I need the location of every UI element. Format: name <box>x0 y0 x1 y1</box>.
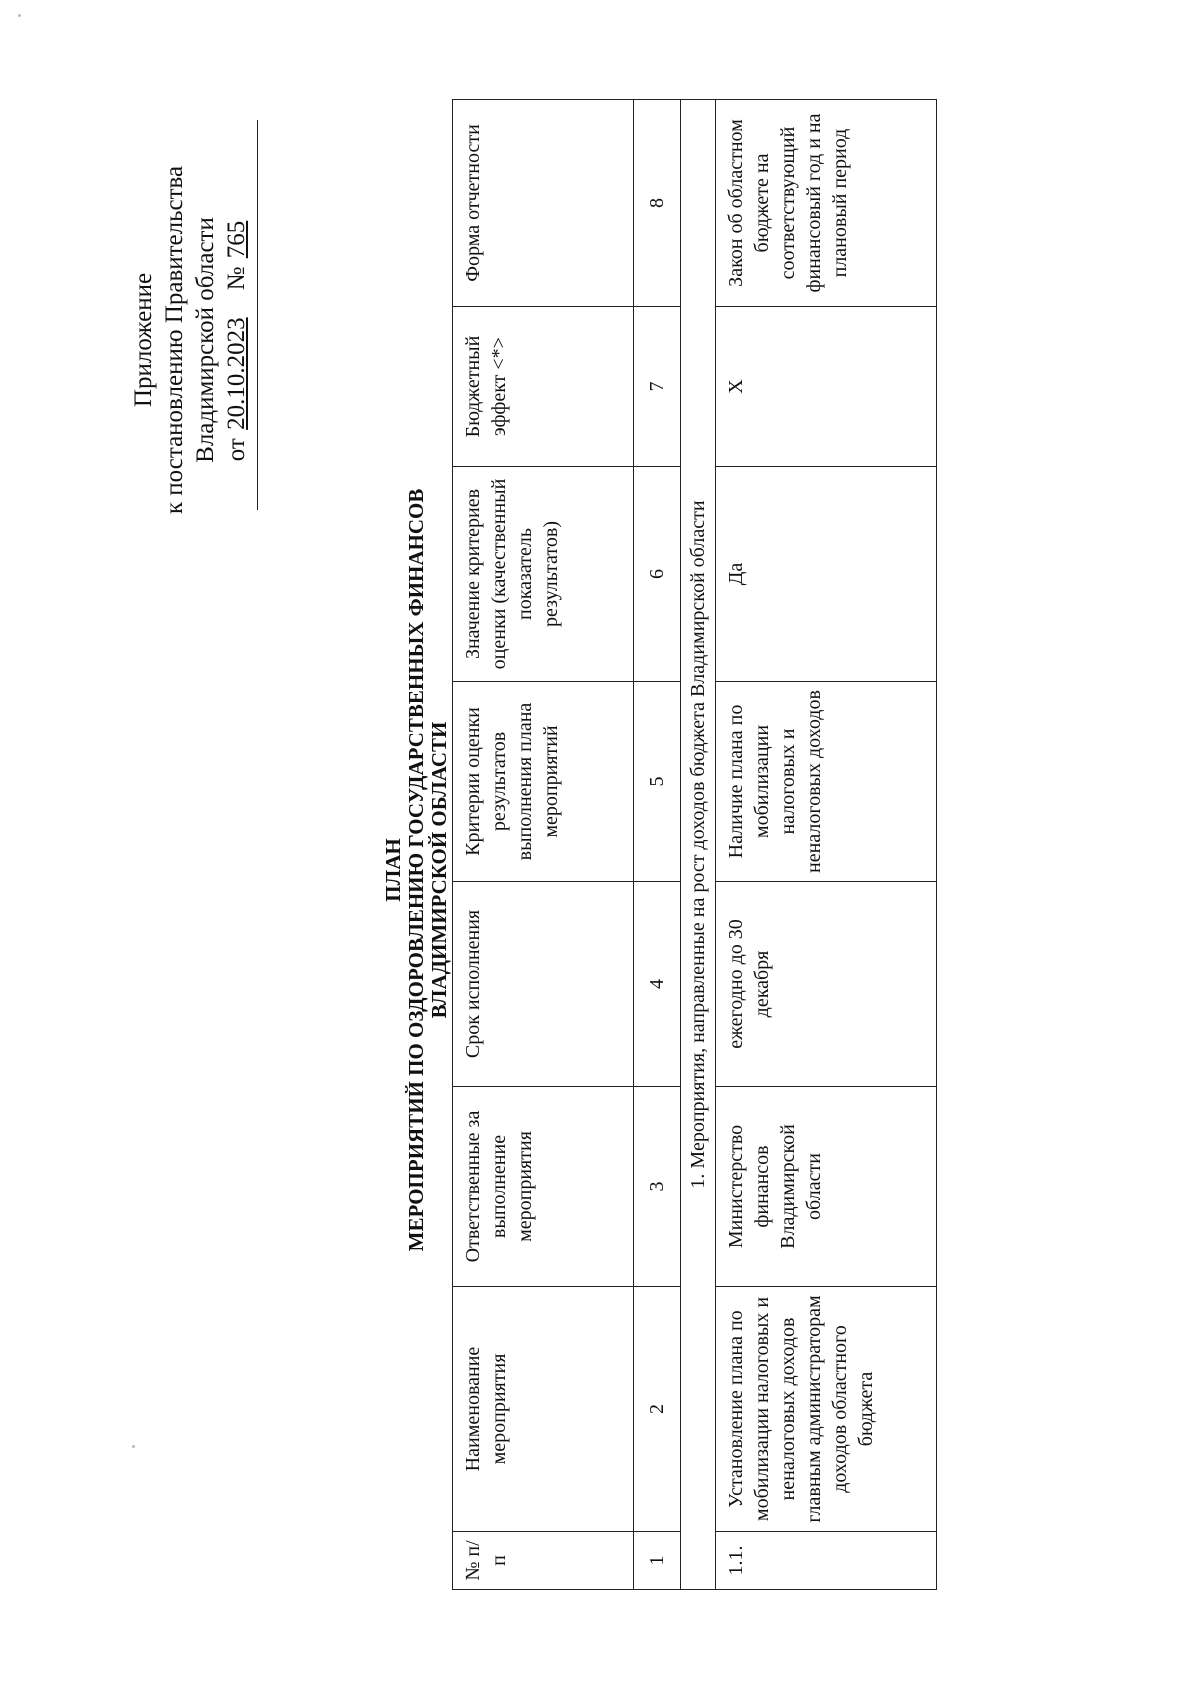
header-underline <box>257 120 258 510</box>
appendix-decree-ref: к постановлению Правительства <box>161 165 188 515</box>
column-number: 6 <box>634 467 681 682</box>
column-number: 1 <box>634 1532 681 1590</box>
row-responsible: Министерство финансов Владимирской области <box>716 1087 937 1287</box>
title-line-3: ВЛАДИМИРСКОЙ ОБЛАСТИ <box>427 721 451 1019</box>
row-name: Установление плана по мобилизации налоговых и неналоговых доходов главным администраторам доходов областного бюджета <box>716 1287 937 1532</box>
appendix-region: Владимирской области <box>192 217 219 463</box>
column-number: 7 <box>634 307 681 467</box>
section-title: 1. Мероприятия, направленные на рост доходов бюджета Владимирской области <box>681 100 716 1590</box>
row-deadline: ежегодно до 30 декабря <box>716 882 937 1087</box>
col-header-name: Наименование мероприятия <box>453 1287 634 1532</box>
col-header-report-form: Форма отчетности <box>453 100 634 307</box>
scan-artifact <box>18 14 21 17</box>
row-report-form: Закон об областном бюджете на соответствующий финансовый год и на плановый период <box>716 100 937 307</box>
appendix-label: Приложение <box>130 272 157 408</box>
scan-artifact <box>132 1445 135 1448</box>
row-criteria: Наличие плана по мобилизации налоговых и неналоговых доходов <box>716 682 937 882</box>
column-number: 3 <box>634 1087 681 1287</box>
column-number-row <box>634 100 681 1590</box>
column-number: 5 <box>634 682 681 882</box>
col-header-num: № п/п <box>453 1532 634 1590</box>
document-title <box>382 90 451 1650</box>
title-line-2: МЕРОПРИЯТИЙ ПО ОЗДОРОВЛЕНИЮ ГОСУДАРСТВЕННЫХ ФИНАНСОВ <box>404 488 428 1252</box>
column-number: 8 <box>634 100 681 307</box>
appendix-header <box>128 160 252 520</box>
col-header-value: Значение критериев оценки (качественный показатель результатов) <box>453 467 634 682</box>
table-row <box>716 100 937 1590</box>
decree-date: 20.10.2023 <box>223 317 250 430</box>
date-prefix: от <box>223 438 250 462</box>
number-prefix: № <box>223 266 250 291</box>
column-number: 4 <box>634 882 681 1087</box>
col-header-deadline: Срок исполнения <box>453 882 634 1087</box>
section-row <box>681 100 716 1590</box>
column-number: 2 <box>634 1287 681 1532</box>
col-header-criteria: Критерии оценки результатов выполнения плана мероприятий <box>453 682 634 882</box>
row-value: Да <box>716 467 937 682</box>
col-header-responsible: Ответственные за выполнение мероприятия <box>453 1087 634 1287</box>
col-header-effect: Бюджетный эффект <*> <box>453 307 634 467</box>
title-line-1: ПЛАН <box>381 838 405 902</box>
table-header-row <box>453 100 634 1590</box>
decree-number: 765 <box>223 220 250 259</box>
document-sheet <box>80 90 1080 1650</box>
row-effect: Х <box>716 307 937 467</box>
plan-table <box>452 99 937 1590</box>
row-num: 1.1. <box>716 1532 937 1590</box>
appendix-date-line <box>221 160 252 520</box>
